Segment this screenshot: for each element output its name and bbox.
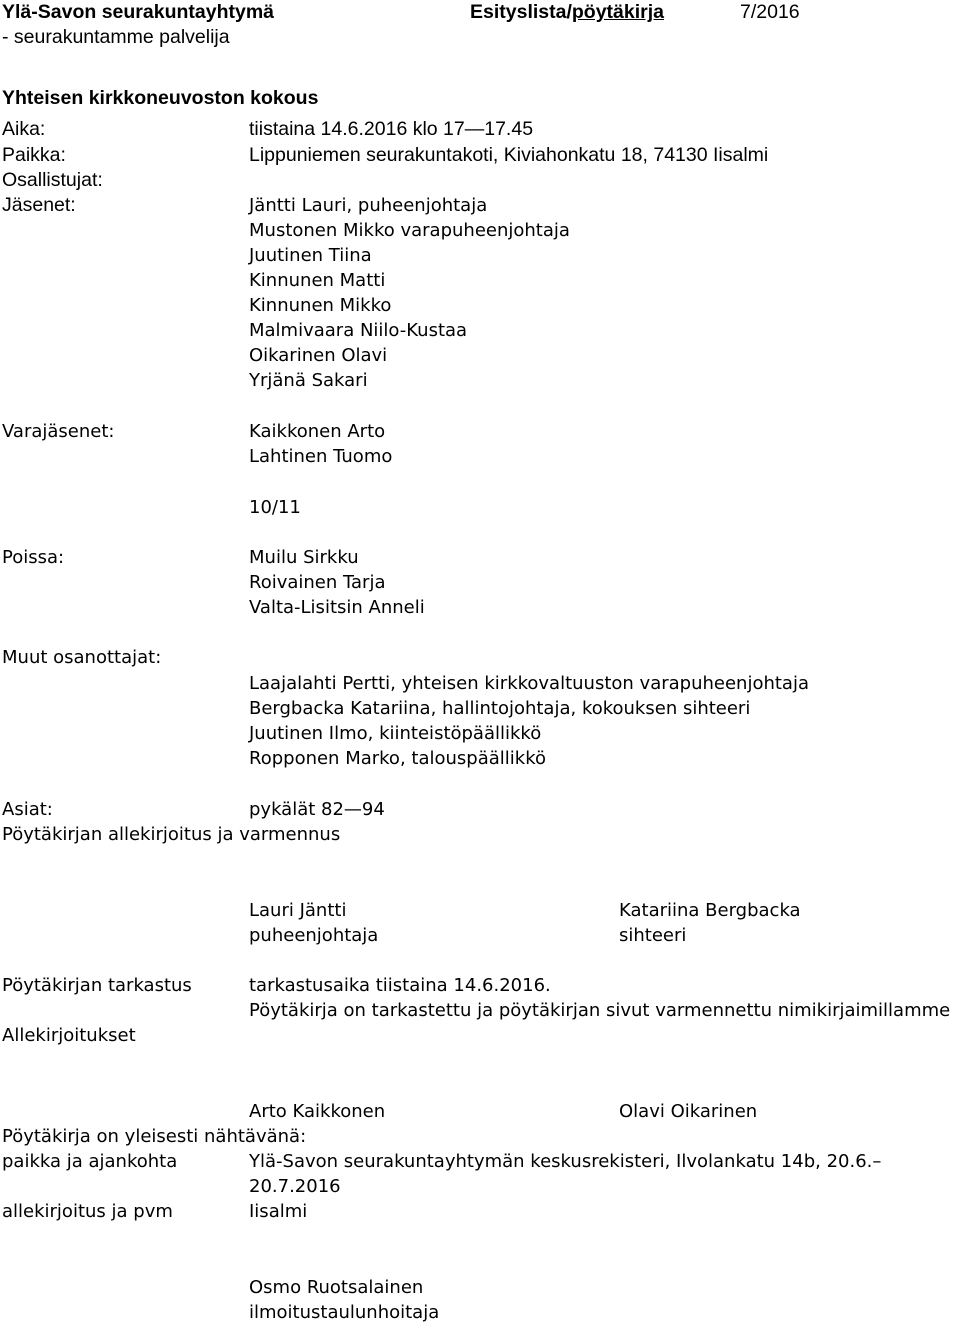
document-type-prefix: Esityslista/	[470, 1, 572, 23]
other-participant: Laajalahti Pertti, yhteisen kirkkovaltuuston varapuheenjohtaja	[249, 673, 809, 694]
notice-officer-role: ilmoitustaulunhoitaja	[249, 1302, 440, 1323]
member-name: Kinnunen Matti	[249, 270, 386, 291]
absent-name: Roivainen Tarja	[249, 572, 386, 593]
absent-name: Valta-Lisitsin Anneli	[249, 597, 425, 618]
organization-name: Ylä-Savon seurakuntayhtymä	[2, 1, 275, 23]
document-type	[470, 0, 664, 25]
time-label: Aika:	[2, 118, 46, 140]
signer-role: puheenjohtaja	[249, 925, 379, 946]
members-label: Jäsenet:	[2, 194, 76, 216]
member-name: Jäntti Lauri, puheenjohtaja	[249, 195, 488, 216]
notice-officer	[249, 1275, 439, 1325]
matters-label: Asiat:	[2, 799, 53, 820]
member-name: Kinnunen Mikko	[249, 295, 392, 316]
member-name: Mustonen Mikko varapuheenjohtaja	[249, 220, 570, 241]
organization-subtitle: - seurakuntamme palvelija	[2, 26, 230, 48]
signer-name: Lauri Jäntti	[249, 900, 347, 921]
others-label: Muut osanottajat:	[2, 647, 162, 668]
members-list	[249, 193, 570, 393]
deputies-list	[249, 419, 392, 469]
notice-officer-name: Osmo Ruotsalainen	[249, 1277, 424, 1298]
absent-name: Muilu Sirkku	[249, 547, 359, 568]
review-label: Pöytäkirjan tarkastus	[2, 975, 192, 996]
review-statement: Pöytäkirja on tarkastettu ja pöytäkirjan sivut varmennettu nimikirjaimillamme	[249, 1000, 951, 1021]
signing-heading: Pöytäkirjan allekirjoitus ja varmennus	[2, 824, 341, 845]
signer-chair	[249, 898, 378, 948]
others-list	[249, 671, 809, 771]
member-name: Malmivaara Niilo-Kustaa	[249, 320, 468, 341]
member-name: Juutinen Tiina	[249, 245, 372, 266]
absent-label: Poissa:	[2, 547, 65, 568]
matters-value: pykälät 82—94	[249, 799, 385, 820]
place-label: Paikka:	[2, 144, 66, 166]
public-notice-heading: Pöytäkirja on yleisesti nähtävänä:	[2, 1126, 307, 1147]
other-participant: Ropponen Marko, talouspäällikkö	[249, 748, 546, 769]
attendance-count: 10/11	[249, 497, 301, 518]
reviewer-name: Arto Kaikkonen	[249, 1101, 386, 1122]
signer-role: sihteeri	[619, 925, 687, 946]
public-notice-place-value-cont: 20.7.2016	[249, 1176, 341, 1197]
deputy-name: Kaikkonen Arto	[249, 421, 386, 442]
public-notice-place-value: Ylä-Savon seurakuntayhtymän keskusrekisteri, Ilvolankatu 14b, 20.6.–	[249, 1151, 882, 1172]
other-participant: Bergbacka Katariina, hallintojohtaja, kokouksen sihteeri	[249, 698, 751, 719]
deputy-name: Lahtinen Tuomo	[249, 446, 393, 467]
deputies-label: Varajäsenet:	[2, 421, 115, 442]
document-type-underlined: pöytäkirja	[571, 1, 665, 23]
meeting-title: Yhteisen kirkkoneuvoston kokous	[2, 87, 319, 109]
other-participant: Juutinen Ilmo, kiinteistöpäällikkö	[249, 723, 542, 744]
member-name: Oikarinen Olavi	[249, 345, 388, 366]
absent-list	[249, 545, 425, 620]
review-time: tarkastusaika tiistaina 14.6.2016.	[249, 975, 551, 996]
place-value: Lippuniemen seurakuntakoti, Kiviahonkatu 18, 74130 Iisalmi	[249, 144, 769, 166]
time-value: tiistaina 14.6.2016 klo 17—17.45	[249, 118, 534, 140]
signatures-label: Allekirjoitukset	[2, 1025, 136, 1046]
signer-name: Katariina Bergbacka	[619, 900, 801, 921]
member-name: Yrjänä Sakari	[249, 370, 368, 391]
public-notice-sign-value: Iisalmi	[249, 1201, 308, 1222]
public-notice-sign-label: allekirjoitus ja pvm	[2, 1201, 173, 1222]
reviewer-name: Olavi Oikarinen	[619, 1101, 758, 1122]
public-notice-place-label: paikka ja ajankohta	[2, 1151, 178, 1172]
signer-secretary	[619, 898, 801, 948]
document-number: 7/2016	[740, 1, 800, 23]
participants-label: Osallistujat:	[2, 169, 103, 191]
